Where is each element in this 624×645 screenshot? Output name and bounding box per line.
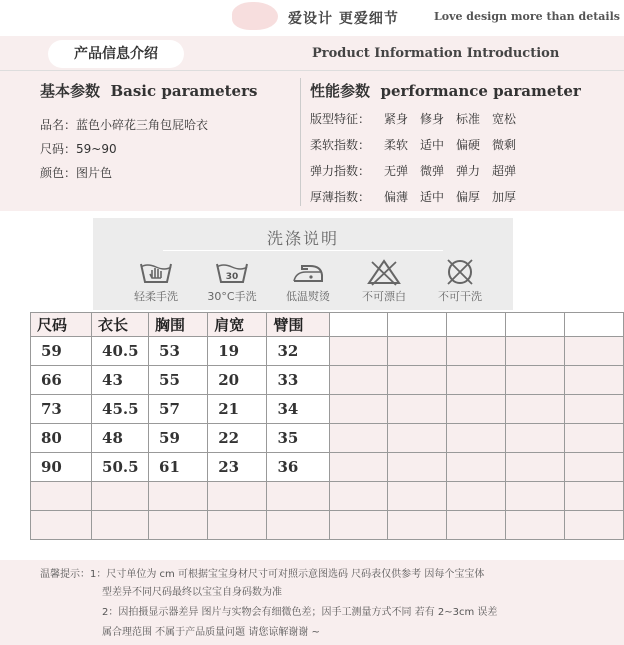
performance-option-text: 修身: [420, 112, 445, 126]
size-table-header-cell: 肩宽: [208, 313, 267, 337]
size-table-empty-cell: [149, 511, 208, 540]
product-color: 颜色：图片色: [40, 166, 113, 180]
size-table-empty-cell: [387, 366, 446, 395]
size-table-empty-cell: [330, 511, 387, 540]
wash-label: 不可漂白: [362, 290, 406, 303]
product-size: 尺码：59~90: [40, 142, 117, 156]
size-table-header-cell: 胸围: [149, 313, 208, 337]
size-table-empty-cell: [564, 395, 623, 424]
title-divider: [0, 70, 624, 71]
performance-row: [310, 188, 528, 205]
top-slogan: [0, 0, 624, 36]
performance-option-text: 偏薄: [384, 190, 409, 204]
size-table-empty-cell: [330, 337, 387, 366]
section-title-cn: 产品信息介绍: [48, 40, 184, 68]
performance-option: [492, 110, 528, 127]
performance-option: [492, 162, 528, 179]
size-table-body: [31, 313, 624, 540]
size-table-empty-cell: [505, 482, 564, 511]
size-table-empty-cell: [564, 337, 623, 366]
size-table-empty-cell: [446, 453, 505, 482]
section-title-en: Product Information Introduction: [312, 46, 560, 61]
size-table-cell: 19: [208, 337, 267, 366]
size-table-cell: 66: [31, 366, 92, 395]
size-table-empty-cell: [267, 511, 330, 540]
size-table-cell: 33: [267, 366, 330, 395]
performance-option-text: 柔软: [384, 138, 409, 152]
size-table-empty-cell: [387, 313, 446, 337]
table-row: [31, 366, 624, 395]
basic-heading-en: Basic parameters: [110, 82, 258, 100]
wash-item-hand-wash: [117, 258, 195, 304]
size-table-empty-cell: [387, 395, 446, 424]
size-table-empty-cell: [446, 482, 505, 511]
size-table-empty-cell: [446, 313, 505, 337]
size-table-cell: 21: [208, 395, 267, 424]
performance-option-selected: [420, 162, 456, 179]
performance-option: [384, 188, 420, 205]
size-table-empty-cell: [387, 511, 446, 540]
size-table-cell: 55: [149, 366, 208, 395]
size-table-empty-cell: [330, 453, 387, 482]
performance-option: [420, 136, 456, 153]
performance-option-text: 适中: [420, 138, 445, 152]
performance-row: [310, 136, 528, 153]
size-table-empty-cell: [208, 511, 267, 540]
performance-option-text: 偏硬: [456, 138, 481, 152]
wash-30-icon: [214, 258, 250, 286]
performance-row-label: 版型特征：: [310, 112, 371, 126]
table-row: [31, 337, 624, 366]
performance-row-label: 厚薄指数：: [310, 190, 371, 204]
size-table-empty-cell: [564, 453, 623, 482]
size-table-cell: 59: [149, 424, 208, 453]
performance-option: [456, 136, 492, 153]
wash-label: 30°C手洗: [207, 290, 257, 303]
size-table-empty-cell: [564, 482, 623, 511]
size-table-cell: 43: [92, 366, 149, 395]
size-table-header-cell: 尺码: [31, 313, 92, 337]
wash-item-no-bleach: [345, 258, 423, 304]
slogan-en: Love design more than details: [434, 10, 620, 23]
note-line-2: 型差异不同尺码最终以宝宝自身码数为准: [102, 587, 282, 598]
size-table-empty-cell: [330, 424, 387, 453]
notes-panel: [0, 560, 624, 645]
size-table-empty-cell: [208, 482, 267, 511]
table-row: [31, 395, 624, 424]
note-line-4: 属合理范围 不属于产品质量问题 请您谅解谢谢 ~: [102, 627, 320, 638]
performance-option-text: 微剩: [492, 138, 517, 152]
size-table-empty-cell: [446, 337, 505, 366]
size-table-empty-cell: [330, 313, 387, 337]
size-table-empty-cell: [387, 453, 446, 482]
size-table-cell: 73: [31, 395, 92, 424]
basic-heading-cn: 基本参数: [40, 82, 101, 100]
size-table-empty-cell: [446, 366, 505, 395]
decorative-blob: [232, 2, 278, 30]
size-table-cell: 36: [267, 453, 330, 482]
performance-option-text: 微弹: [420, 164, 445, 178]
size-table-empty-cell: [505, 337, 564, 366]
size-table-empty-cell: [330, 366, 387, 395]
size-table-empty-cell: [446, 395, 505, 424]
wash-item-iron: [269, 258, 347, 304]
size-table-cell: 22: [208, 424, 267, 453]
performance-row: [310, 162, 528, 179]
size-table-cell: 20: [208, 366, 267, 395]
size-table-cell: 50.5: [92, 453, 149, 482]
performance-option-text: 偏厚: [456, 190, 481, 204]
performance-option: [384, 110, 420, 127]
size-table-empty-cell: [505, 313, 564, 337]
performance-option: [492, 136, 528, 153]
size-table-cell: 45.5: [92, 395, 149, 424]
size-table-empty-cell: [564, 366, 623, 395]
size-table-empty-cell: [505, 511, 564, 540]
no-bleach-icon: [366, 258, 402, 286]
size-table-empty-cell: [387, 337, 446, 366]
performance-option: [420, 110, 456, 127]
size-table-cell: 23: [208, 453, 267, 482]
performance-option-text: 加厚: [492, 190, 517, 204]
size-table-empty-cell: [92, 482, 149, 511]
performance-row-label: 弹力指数：: [310, 164, 371, 178]
no-dryclean-icon: [442, 258, 478, 286]
size-table-empty-cell: [387, 482, 446, 511]
performance-option-selected: [384, 136, 420, 153]
size-table-empty-cell: [446, 511, 505, 540]
performance-heading: [310, 80, 581, 101]
size-table-empty-cell: [31, 482, 92, 511]
table-row: [31, 424, 624, 453]
performance-option-text: 标准: [456, 112, 481, 126]
size-table-cell: 48: [92, 424, 149, 453]
performance-option-text: 无弹: [384, 164, 409, 178]
size-table-cell: 61: [149, 453, 208, 482]
size-table-empty-cell: [564, 511, 623, 540]
size-table-cell: 57: [149, 395, 208, 424]
performance-option-text: 弹力: [456, 164, 481, 178]
size-table-cell: 59: [31, 337, 92, 366]
size-table-empty-cell: [505, 395, 564, 424]
hand-wash-icon: [138, 258, 174, 286]
performance-option-text: 适中: [420, 190, 445, 204]
size-table-empty-cell: [330, 482, 387, 511]
performance-option: [456, 162, 492, 179]
performance-option-selected: [420, 188, 456, 205]
size-table-empty-cell: [387, 424, 446, 453]
table-row: [31, 482, 624, 511]
wash-label: 轻柔手洗: [134, 290, 178, 303]
product-name: 品名：蓝色小碎花三角包屁哈衣: [40, 118, 209, 132]
performance-option-selected: [456, 110, 492, 127]
basic-heading: [40, 80, 257, 101]
size-table-empty-cell: [149, 482, 208, 511]
iron-low-icon: [290, 258, 326, 286]
performance-heading-cn: 性能参数: [310, 82, 371, 100]
washing-panel: [93, 218, 513, 310]
size-table-cell: 90: [31, 453, 92, 482]
note-line-1: 温馨提示：1：尺寸单位为 cm 可根据宝宝身材尺寸可对照示意图选码 尺码表仅供参考 因每个宝宝体: [40, 569, 485, 580]
performance-row-label: 柔软指数：: [310, 138, 371, 152]
performance-option-text: 超弹: [492, 164, 517, 178]
performance-option: [456, 188, 492, 205]
performance-option: [492, 188, 528, 205]
svg-text:30: 30: [225, 272, 239, 282]
size-table-cell: 35: [267, 424, 330, 453]
size-table-empty-cell: [267, 482, 330, 511]
wash-label: 不可干洗: [438, 290, 482, 303]
size-table-cell: 34: [267, 395, 330, 424]
size-table-empty-cell: [330, 395, 387, 424]
note-line-3: 2：因拍摄显示器差异 图片与实物会有细微色差；因手工测量方式不同 若有 2~3cm 误差: [102, 607, 498, 618]
size-table-header-cell: 衣长: [92, 313, 149, 337]
size-table-empty-cell: [505, 453, 564, 482]
table-row: [31, 453, 624, 482]
wash-item-30: [193, 258, 271, 304]
size-table-cell: 32: [267, 337, 330, 366]
slogan-cn: 爱设计 更爱细节: [288, 11, 399, 27]
performance-row: [310, 110, 528, 127]
size-table-cell: 40.5: [92, 337, 149, 366]
size-table-empty-cell: [564, 313, 623, 337]
size-table-empty-cell: [505, 366, 564, 395]
size-table-empty-cell: [505, 424, 564, 453]
size-table-empty-cell: [31, 511, 92, 540]
table-row: [31, 511, 624, 540]
size-table-empty-cell: [564, 424, 623, 453]
size-table-empty-cell: [446, 424, 505, 453]
size-table-cell: 53: [149, 337, 208, 366]
performance-heading-en: performance parameter: [380, 82, 581, 100]
wash-item-no-dryclean: [421, 258, 499, 304]
performance-option: [384, 162, 420, 179]
size-table-header-row: [31, 313, 624, 337]
wash-label: 低温熨烫: [286, 290, 330, 303]
washing-separator: [163, 250, 443, 251]
size-table-header-cell: 臂围: [267, 313, 330, 337]
size-table-cell: 80: [31, 424, 92, 453]
washing-title: 洗涤说明: [266, 229, 339, 248]
performance-option-text: 紧身: [384, 112, 409, 126]
performance-option-text: 宽松: [492, 112, 517, 126]
column-divider: [300, 78, 301, 206]
size-table-empty-cell: [92, 511, 149, 540]
size-table: [30, 312, 624, 540]
